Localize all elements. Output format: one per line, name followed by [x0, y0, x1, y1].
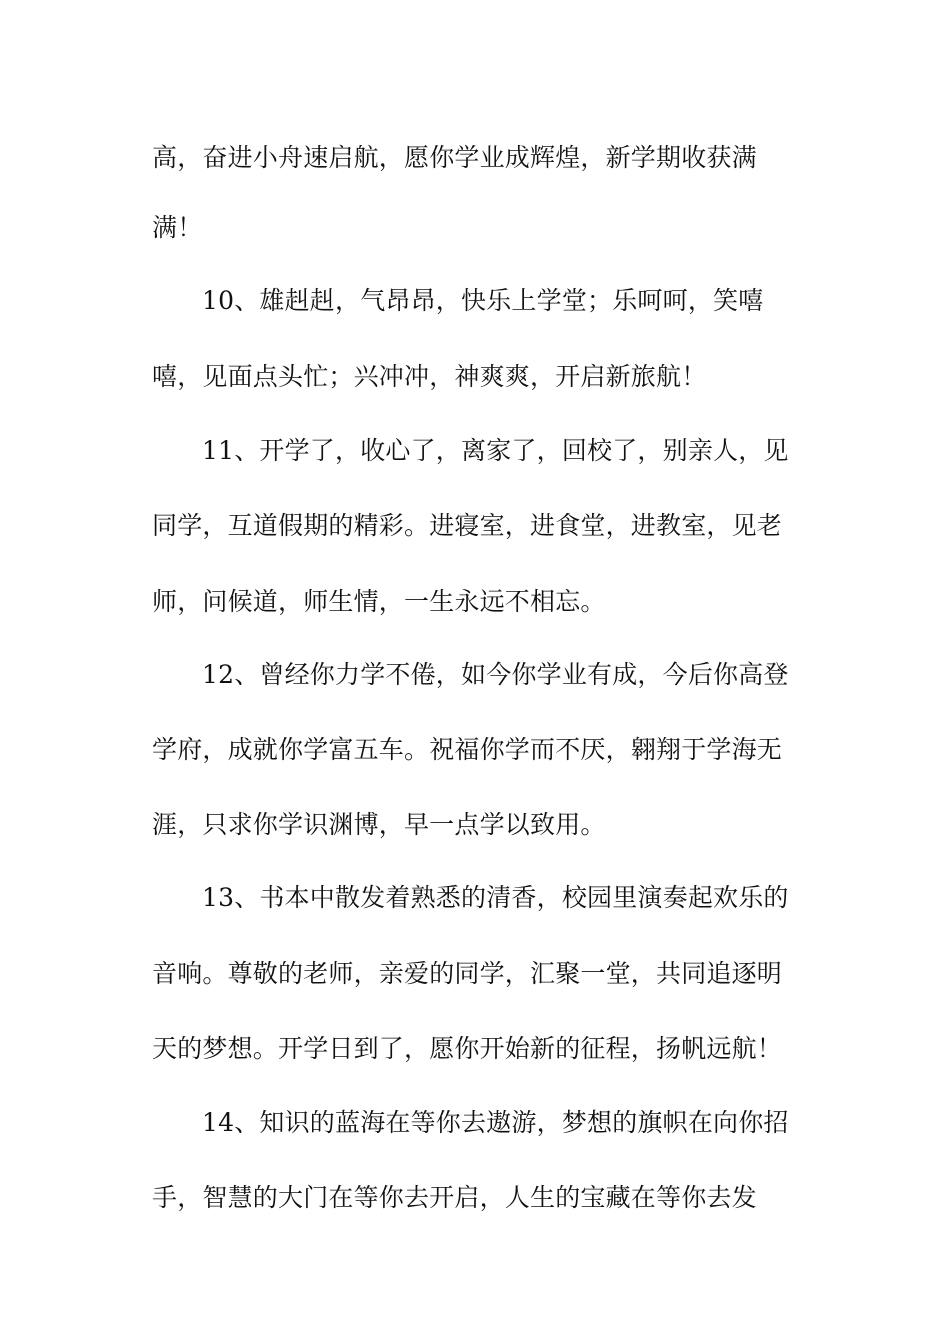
paragraph-line: 师，问候道，师生情，一生永远不相忘。: [152, 587, 606, 616]
paragraph-line: 12、曾经你力学不倦，如今你学业有成，今后你高登: [202, 660, 789, 689]
paragraph-line: 13、书本中散发着熟悉的清香，校园里演奏起欢乐的: [202, 883, 789, 912]
paragraph-line: 满！: [152, 213, 203, 242]
paragraph-line: 涯，只求你学识渊博，早一点学以致用。: [152, 810, 606, 839]
paragraph-line: 手，智慧的大门在等你去开启，人生的宝藏在等你去发: [152, 1183, 757, 1212]
paragraph-line: 14、知识的蓝海在等你去遨游，梦想的旗帜在向你招: [202, 1108, 789, 1137]
paragraph-line: 音响。尊敬的老师，亲爱的同学，汇聚一堂，共同追逐明: [152, 959, 783, 988]
paragraph-line: 高，奋进小舟速启航，愿你学业成辉煌，新学期收获满: [152, 143, 757, 172]
paragraph-line: 10、雄赳赳，气昂昂，快乐上学堂；乐呵呵，笑嘻: [202, 286, 764, 315]
paragraph-line: 嘻，见面点头忙；兴冲冲，神爽爽，开启新旅航！: [152, 362, 707, 391]
paragraph-line: 学府，成就你学富五车。祝福你学而不厌，翱翔于学海无: [152, 735, 783, 764]
paragraph-line: 天的梦想。开学日到了，愿你开始新的征程，扬帆远航！: [152, 1034, 783, 1063]
paragraph-line: 11、开学了，收心了，离家了，回校了，别亲人，见: [202, 436, 789, 465]
paragraph-line: 同学，互道假期的精彩。进寝室，进食堂，进教室，见老: [152, 511, 783, 540]
